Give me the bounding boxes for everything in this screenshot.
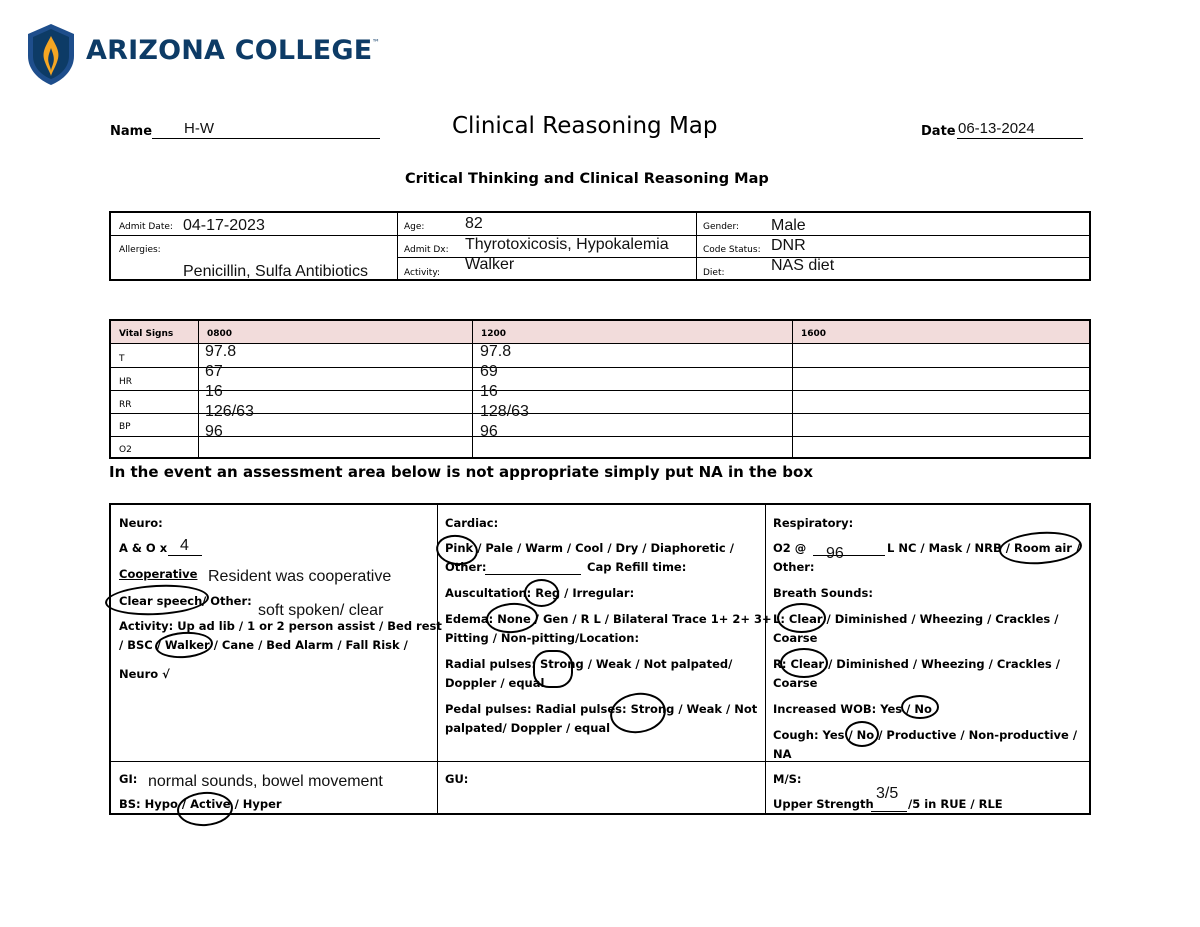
admit-date-label: Admit Date: (119, 222, 173, 232)
vitals-cell: 16 (480, 383, 498, 400)
circle-mark-no-wob (901, 695, 939, 719)
logo-trademark: ™ (372, 38, 380, 47)
vitals-table (109, 319, 1091, 459)
circle-mark-clear-right (780, 648, 828, 678)
bowel-sounds-line: BS: Hypo / Active / Hyper (119, 797, 282, 811)
neuro-activity-line2: / BSC / Walker / Cane / Bed Alarm / Fall Risk / (119, 638, 408, 652)
date-value: 06-13-2024 (958, 120, 1035, 137)
cough-line2: NA (773, 747, 792, 761)
auscultation-line: Auscultation: Reg / Irregular: (445, 586, 635, 600)
circle-mark-clear-left (777, 603, 826, 633)
allergies-label: Allergies: (119, 245, 161, 255)
right-lung-line1: R: Clear / Diminished / Wheezing / Crackles / (773, 657, 1060, 671)
circle-mark-no-cough (845, 721, 879, 747)
code-status-label: Code Status: (703, 245, 761, 255)
name-label: Name (110, 124, 153, 139)
pedal-line2: palpated/ Doppler / equal (445, 721, 611, 735)
cap-refill-label: Cap Refill time: (587, 560, 687, 574)
gu-title: GU: (445, 772, 469, 786)
age-value: 82 (465, 215, 483, 232)
logo-brand-text: ARIZONA COLLEGE (86, 35, 373, 66)
cooperative-label: Cooperative (119, 567, 198, 581)
edema-line1: Edema: None / Gen / R L / Bilateral Trace 1+ 2+ 3+ (445, 612, 772, 626)
college-logo (26, 22, 380, 86)
clear-speech-option: Clear speech (119, 594, 203, 608)
vitals-cell: 96 (205, 423, 223, 440)
patient-info-table (109, 211, 1091, 281)
page-title: Clinical Reasoning Map (452, 113, 718, 139)
upper-strength-value: 3/5 (876, 785, 899, 802)
admit-dx-value: Thyrotoxicosis, Hypokalemia (465, 236, 669, 253)
o2-label: O2 @ (773, 541, 807, 555)
date-underline (957, 138, 1083, 139)
vitals-cell: 97.8 (205, 343, 237, 360)
breath-sounds-label: Breath Sounds: (773, 586, 873, 600)
admit-dx-label: Admit Dx: (404, 245, 449, 255)
allergies-value: Penicillin, Sulfa Antibiotics (183, 263, 368, 280)
subtitle: Critical Thinking and Clinical Reasoning Map (405, 171, 769, 187)
cardiac-title: Cardiac: (445, 516, 499, 530)
circle-mark-reg (524, 579, 559, 607)
admit-date-value: 04-17-2023 (183, 217, 265, 234)
neuro-activity-line1: Activity: Up ad lib / 1 or 2 person assist / Bed rest (119, 619, 442, 633)
vitals-cell: 97.8 (480, 343, 512, 360)
cough-line1: Cough: Yes / No / Productive / Non-productive / (773, 728, 1078, 742)
neuro-title: Neuro: (119, 516, 163, 530)
diet-label: Diet: (703, 268, 725, 278)
resp-other-label: Other: (773, 560, 815, 574)
assessment-grid (109, 503, 1091, 815)
vitals-header-label: Vital Signs (119, 329, 174, 339)
cooperative-note: Resident was cooperative (208, 568, 392, 585)
age-label: Age: (404, 222, 425, 232)
diet-value: NAS diet (771, 257, 835, 274)
right-lung-line2: Coarse (773, 676, 818, 690)
upper-strength-rest: /5 in RUE / RLE (908, 797, 1003, 811)
respiratory-title: Respiratory: (773, 516, 854, 530)
code-status-value: DNR (771, 237, 806, 254)
vitals-row-label: BP (119, 422, 131, 432)
vitals-row-label: T (119, 354, 125, 364)
ms-title: M/S: (773, 772, 802, 786)
name-value: H-W (184, 120, 214, 137)
o2-value: 96 (826, 545, 844, 562)
shield-flame-icon (26, 22, 76, 86)
aox-label: A & O x (119, 541, 168, 555)
circle-mark-strong-radial (533, 650, 573, 688)
vitals-row-label: HR (119, 377, 133, 387)
vitals-cell: 128/63 (480, 403, 529, 420)
vitals-cell: 16 (205, 383, 223, 400)
vitals-cell: 67 (205, 363, 223, 380)
cardiac-other-label: Other: (445, 560, 487, 574)
gi-note: normal sounds, bowel movement (148, 773, 383, 790)
neuro-other-label: / Other: (202, 594, 252, 608)
vitals-cell: 69 (480, 363, 498, 380)
upper-strength-label: Upper Strength (773, 797, 874, 811)
left-lung-line2: Coarse (773, 631, 818, 645)
vitals-cell: 96 (480, 423, 498, 440)
gender-label: Gender: (703, 222, 740, 232)
pedal-line1: Pedal pulses: Radial pulses: Strong / Weak / Not (445, 702, 758, 716)
radial-line1: Radial pulses: Strong / Weak / Not palpated/ (445, 657, 733, 671)
vitals-row-label: RR (119, 400, 132, 410)
neuro-check: Neuro √ (119, 667, 170, 681)
activity-label: Activity: (404, 268, 441, 278)
date-label: Date (921, 124, 956, 139)
cardiac-skin-line1: Pink / Pale / Warm / Cool / Dry / Diaphoretic / (445, 541, 734, 555)
vitals-time-1200: 1200 (481, 329, 507, 339)
radial-line2: Doppler / equal (445, 676, 545, 690)
left-lung-line1: L: Clear / Diminished / Wheezing / Crackles / (773, 612, 1059, 626)
vitals-row-label: O2 (119, 445, 132, 455)
wob-line: Increased WOB: Yes / No (773, 702, 932, 716)
neuro-other-note: soft spoken/ clear (258, 602, 384, 619)
gender-value: Male (771, 217, 806, 234)
name-underline (152, 138, 380, 139)
vitals-time-0800: 0800 (207, 329, 233, 339)
gi-title: GI: (119, 772, 138, 786)
o2-options: L NC / Mask / NRB / Room air / (887, 541, 1081, 555)
vitals-header-row (111, 321, 1089, 344)
activity-value: Walker (465, 256, 515, 273)
edema-line2: Pitting / Non-pitting/Location: (445, 631, 640, 645)
aox-value: 4 (180, 537, 189, 554)
vitals-time-1600: 1600 (801, 329, 827, 339)
instruction-text: In the event an assessment area below is not appropriate simply put NA in the box (109, 463, 814, 481)
vitals-cell: 126/63 (205, 403, 254, 420)
